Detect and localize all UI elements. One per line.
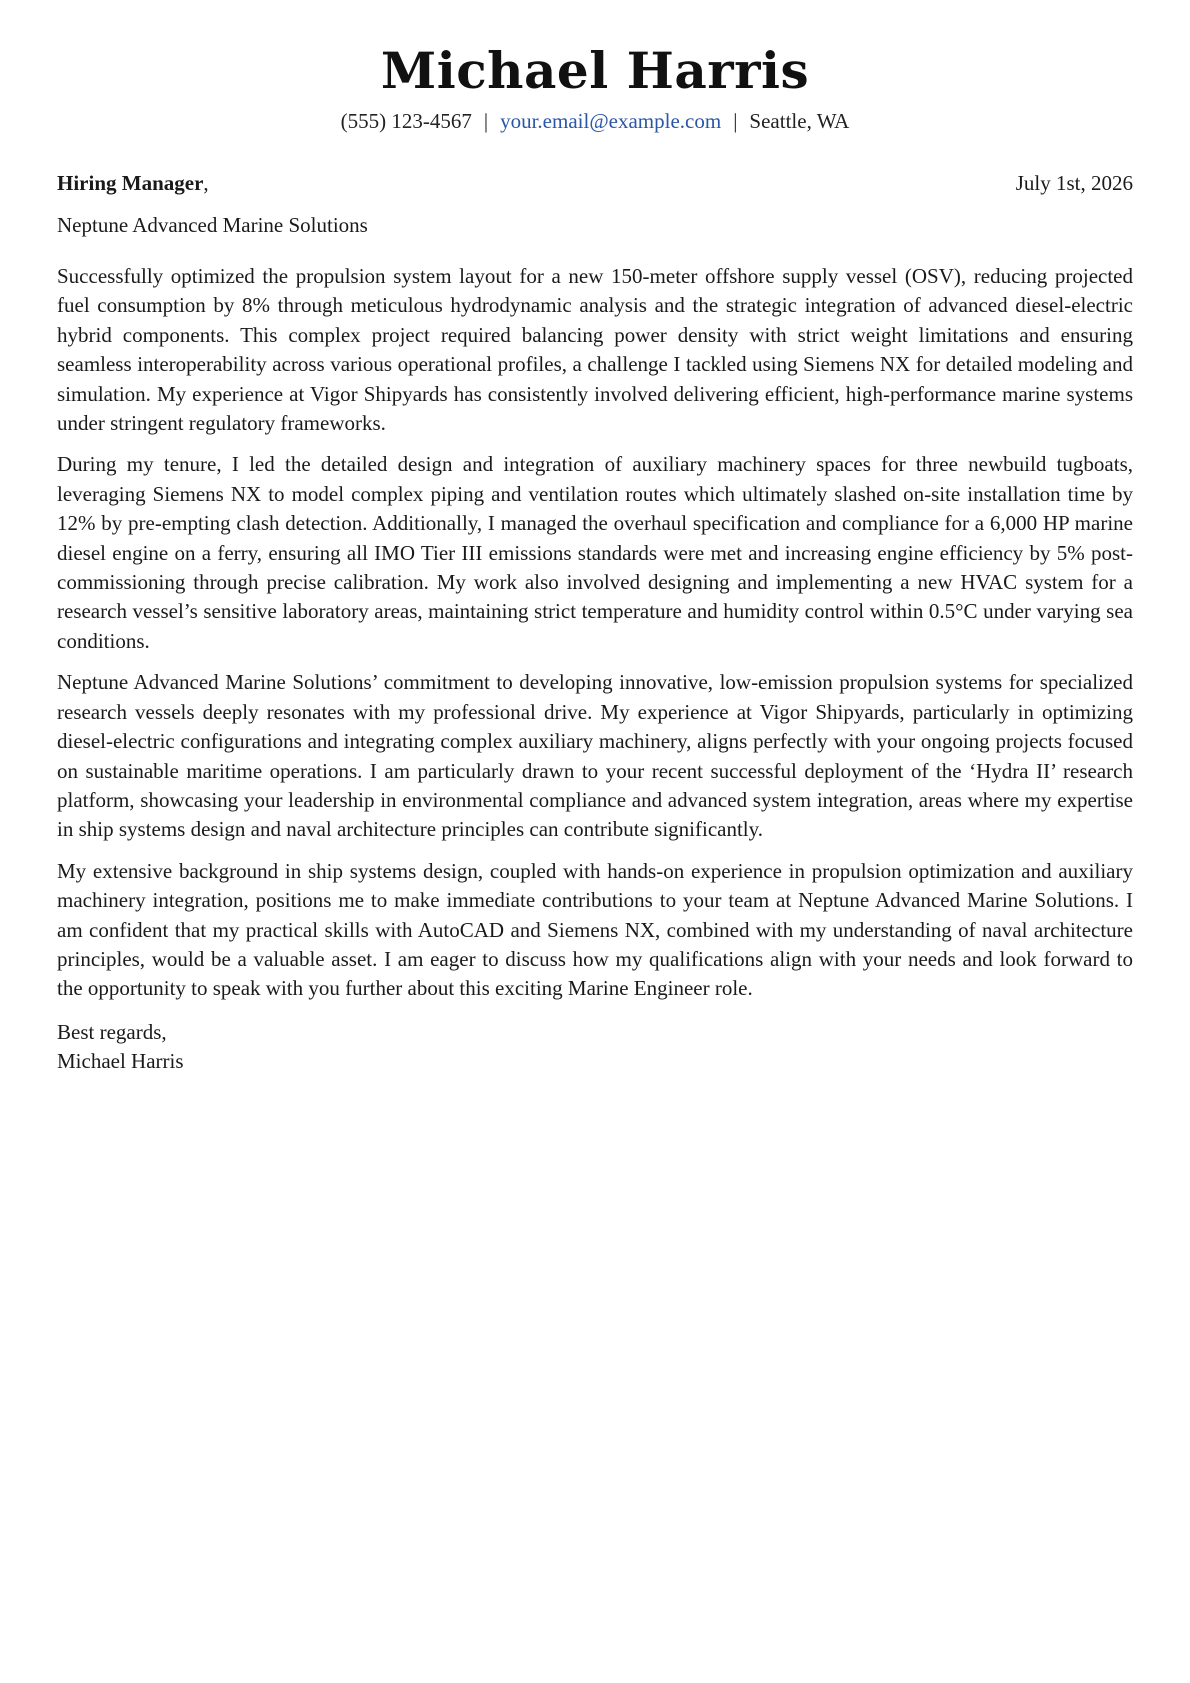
letter-body [57,262,1133,1004]
separator: | [483,109,489,133]
cover-letter-page [57,40,1133,1077]
closing-phrase: Best regards, [57,1019,167,1044]
recipient-suffix: , [203,171,209,195]
closing-block [57,1018,1133,1077]
recipient [57,170,209,196]
paragraph: Successfully optimized the propulsion system layout for a new 150-meter offshore supply vessel (OSV), reducing projected fuel consumption by 8% through meticulous hydrodynamic analysis and the strategic integration of advanced diesel-electric hybrid components. This complex project required balancing power density with strict weight limitations and ensuring seamless interoperability across various operational profiles, a challenge I tackled using Siemens NX for detailed modeling and simulation. My experience at Vigor Shipyards has consistently involved delivering efficient, high-performance marine systems under stringent regulatory frameworks. [57,264,1133,436]
letter-date: July 1st, 2026 [1015,171,1133,195]
company-name: Neptune Advanced Marine Solutions [57,213,368,237]
salutation-row [57,170,1133,196]
signature: Michael Harris [57,1049,184,1074]
paragraph: Neptune Advanced Marine Solutions’ commitment to developing innovative, low-emission propulsion systems for specialized research vessels deeply resonates with my professional drive. My experience at Vigor Shipyards, particularly in optimizing diesel-electric configurations and integrating complex auxiliary machinery, aligns perfectly with your ongoing projects focused on sustainable maritime operations. I am particularly drawn to your recent successful deployment of the ‘Hydra II’ research platform, showcasing your leadership in environmental compliance and advanced system integration, areas where my expertise in ship systems design and naval architecture principles can contribute significantly. [57,670,1133,842]
phone-number: (555) 123-4567 [340,109,472,133]
paragraph: During my tenure, I led the detailed design and integration of auxiliary machinery spaces for three newbuild tugboats, leveraging Siemens NX to model complex piping and ventilation routes which ultimately slashed on-site installation time by 12% by pre-empting clash detection. Additionally, I managed the overhaul specification and compliance for a 6,000 HP marine diesel engine on a ferry, ensuring all IMO Tier III emissions standards were met and increasing engine efficiency by 5% post-commissioning through precise calibration. My work also involved designing and implementing a new HVAC system for a research vessel’s sensitive laboratory areas, maintaining strict temperature and humidity control within 0.5°C under varying sea conditions. [57,452,1133,653]
contact-line [57,108,1133,134]
paragraph: My extensive background in ship systems design, coupled with hands-on experience in propulsion optimization and auxiliary machinery integration, positions me to make immediate contributions to your team at Neptune Advanced Marine Solutions. I am confident that my practical skills with AutoCAD and Siemens NX, combined with my understanding of naval architecture principles, would be a valuable asset. I am eager to discuss how my qualifications align with your needs and look forward to the opportunity to speak with you further about this exciting Marine Engineer role. [57,858,1133,1001]
applicant-name: Michael Harris [380,41,810,100]
email-link[interactable]: your.email@example.com [500,109,722,133]
location: Seattle, WA [749,109,850,133]
recipient-name: Hiring Manager [57,171,204,195]
separator: | [733,109,738,133]
